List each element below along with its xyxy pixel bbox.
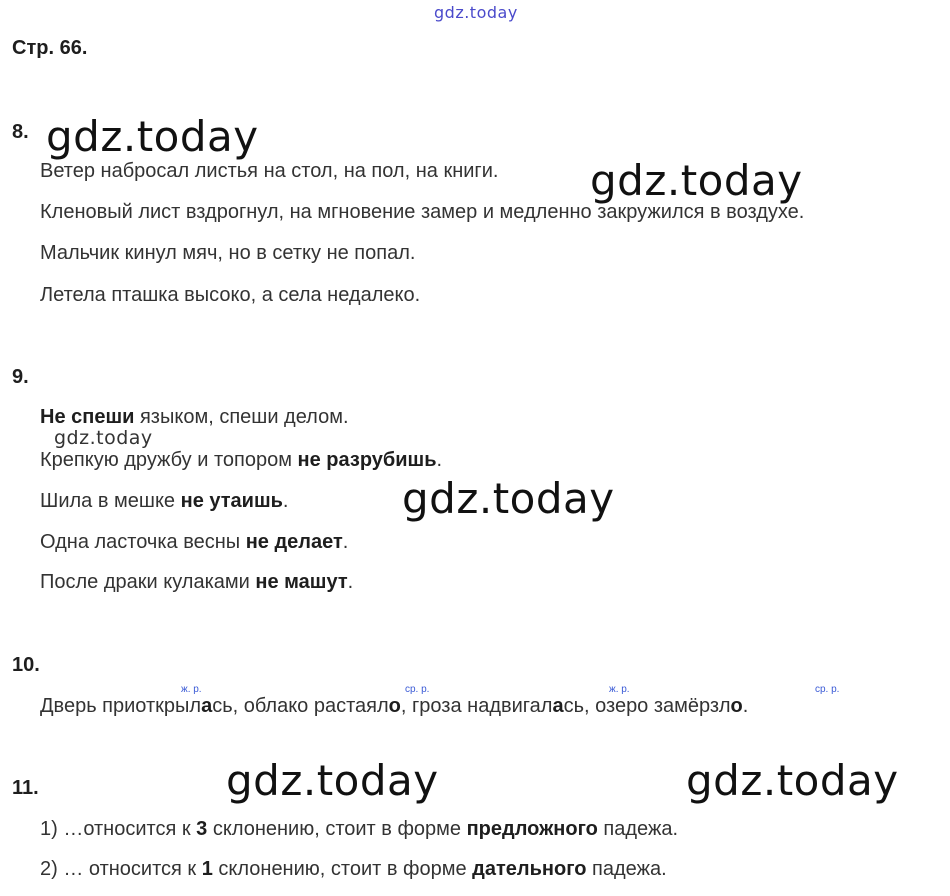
text-part: падежа. [586,858,667,880]
text-part: 2) … относится к [40,858,202,880]
task-11-line-1 [40,818,678,841]
task-8-number: 8. [12,121,29,143]
ending: о [730,695,743,717]
watermark: gdz.today [402,474,615,523]
task-9-line-4 [40,531,348,554]
bold-phrase: не делает [245,531,343,553]
bold-phrase: не машут [255,571,348,593]
watermark: gdz.today [46,112,259,161]
task-9-number: 9. [12,366,29,388]
gender-note: ж. р. [609,684,630,695]
bold-phrase: не утаишь [180,490,283,512]
watermark: gdz.today [54,427,153,449]
text-after: . [436,449,443,471]
text-part: сь, облако растаял [212,695,389,717]
text-part: . [742,695,749,717]
task-11-number: 11. [12,777,39,799]
watermark: gdz.today [226,756,439,805]
task-9-line-2 [40,449,442,472]
gender-note: ср. р. [815,684,840,695]
task-9-line-1 [40,406,349,429]
bold-number: 1 [201,858,213,880]
text-before: Крепкую дружбу и топором [40,449,298,471]
watermark-top: gdz.today [434,3,518,22]
text-part: , гроза надвигал [400,695,553,717]
bold-number: 3 [196,818,208,840]
gender-note: ср. р. [405,684,430,695]
task-9-line-3 [40,490,288,513]
text-part: сь, озеро замёрзл [563,695,731,717]
text-part: склонению, стоит в форме [207,818,467,840]
text-part: Дверь приоткрыл [40,695,202,717]
text-after: языком, спеши делом. [134,406,349,428]
text-after: . [342,531,349,553]
task-8-line-3: Мальчик кинул мяч, но в сетку не попал. [40,242,416,264]
bold-phrase: Не спеши [40,406,135,428]
task-11-line-2 [40,858,667,881]
ending: а [201,695,213,717]
text-before: Шила в мешке [40,490,181,512]
watermark: gdz.today [590,156,803,205]
bold-phrase: не разрубишь [297,449,437,471]
bold-case: дательного [472,858,587,880]
task-8-line-4: Летела пташка высоко, а села недалеко. [40,284,421,306]
task-8-line-1: Ветер набросал листья на стол, на пол, на книги. [40,160,499,182]
page-title: Стр. 66. [12,37,88,59]
text-before: После драки кулаками [40,571,256,593]
ending: а [552,695,564,717]
task-10-number: 10. [12,654,40,676]
text-before: Одна ласточка весны [40,531,246,553]
task-8-line-2: Кленовый лист вздрогнул, на мгновение замер и медленно закружился в воздухе. [40,201,805,223]
text-after: . [282,490,289,512]
text-part: падежа. [597,818,679,840]
text-part: склонению, стоит в форме [212,858,473,880]
gender-note: ж. р. [181,684,202,695]
task-10-line [40,695,748,718]
ending: о [388,695,401,717]
watermark: gdz.today [686,756,899,805]
text-after: . [347,571,354,593]
bold-case: предложного [466,818,598,840]
text-part: 1) …относится к [40,818,197,840]
task-9-line-5 [40,571,353,594]
